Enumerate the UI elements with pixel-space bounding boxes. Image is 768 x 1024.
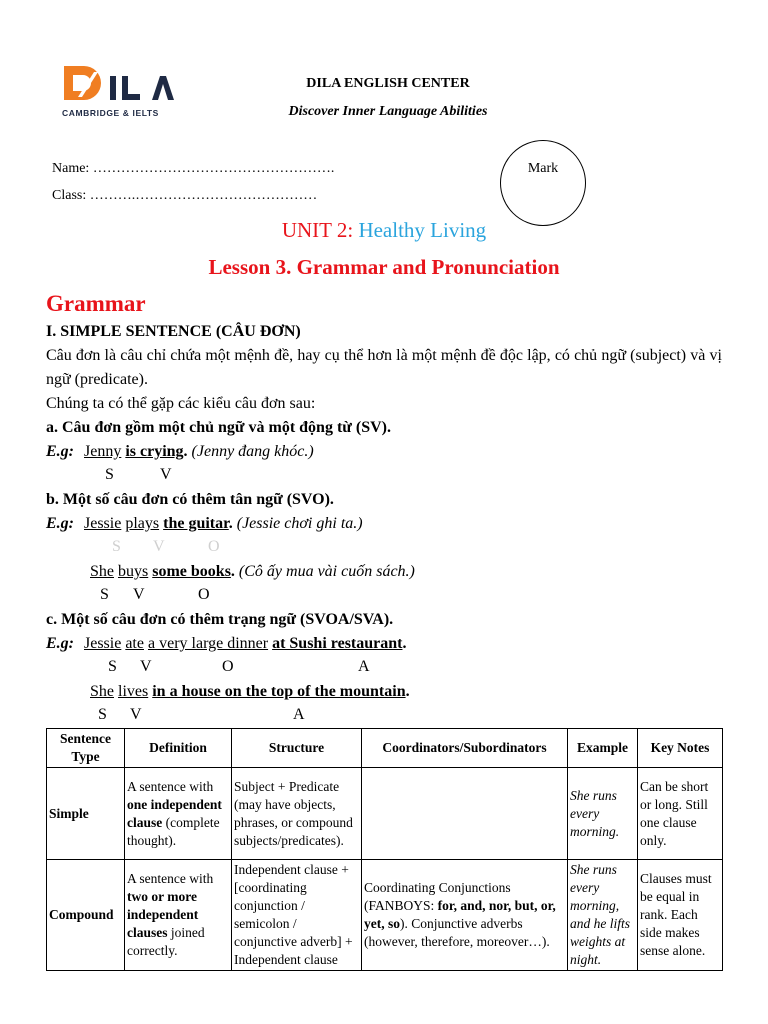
example-c2 [90,680,410,704]
label-s: S [100,586,109,603]
translation: (Jessie chơi ghi ta.) [236,515,363,532]
cell-notes: Clauses must be equal in rank. Each side makes sense alone. [638,860,723,971]
text: (complete thought). [127,814,220,848]
unit-name: Healthy Living [358,218,487,242]
label-s: S [98,706,107,723]
table-row [47,768,723,860]
cell-structure: Subject + Predicate (may have objects, phrases, or compound subjects/predicates). [232,768,362,860]
eg-label: E.g: [46,443,74,460]
period: . [228,515,233,532]
label-o: O [222,658,234,675]
cell-notes: Can be short or long. Still one clause only. [638,768,723,860]
column-header: Coordinators/Subordinators [362,729,568,768]
verb: ate [125,635,144,652]
text: A sentence with [127,778,214,794]
table-header-row [47,729,723,768]
bold-text: for, and, nor, but, or, yet, so [364,898,556,931]
label-v: V [160,466,172,483]
text: Coordinating Conjunctions (FANBOYS: [364,880,511,913]
adverbial: at Sushi restaurant [272,635,403,652]
text: A sentence with [127,871,214,886]
period: . [230,563,235,580]
cell-type: Simple [47,768,125,860]
mark-label: Mark [527,161,559,176]
name-field[interactable]: Name: ……………………………………………. [52,161,335,176]
lesson-title: Lesson 3. Grammar and Pronunciation [208,255,560,279]
object: some books [152,563,231,580]
heading-c: c. Một số câu đơn có thêm trạng ngữ (SVOA/SVA). [46,611,394,628]
part-heading: I. SIMPLE SENTENCE (CÂU ĐƠN) [46,323,301,340]
translation: (Jenny đang khóc.) [191,443,314,460]
subject: She [90,563,114,580]
cell-definition [125,860,232,971]
cell-example: She runs every morning. [568,768,638,860]
cell-coordinators [362,768,568,860]
period: . [183,443,188,460]
cell-type: Compound [47,860,125,971]
mark-box [500,140,586,226]
period: . [405,683,410,700]
adverbial: in a house on the top of the mountain [152,683,406,700]
period: . [402,635,407,652]
subject: Jessie [84,635,122,652]
class-field[interactable]: Class: ……….………………………………… [52,188,318,203]
label-v: V [130,706,142,723]
verb: lives [118,683,149,700]
unit-title [0,218,768,243]
example-b2 [90,560,415,584]
column-header: Structure [232,729,362,768]
text: joined correctly. [127,925,205,958]
object: the guitar [163,515,229,532]
cell-structure: Independent clause + [coordinating conjunction / semicolon / conjunctive adverb] + Independent clause [232,860,362,971]
label-v: V [140,658,152,675]
example-a1 [46,440,314,464]
translation: (Cô ấy mua vài cuốn sách.) [238,563,415,580]
label-s: S [112,538,121,555]
logo-subtitle: CAMBRIDGE & IELTS [62,108,159,118]
intro-line: Chúng ta có thể gặp các kiểu câu đơn sau: [46,395,316,412]
subject: Jenny [84,443,122,460]
subject: She [90,683,114,700]
label-s: S [105,466,114,483]
cell-definition [125,768,232,860]
cell-coordinators [362,860,568,971]
example-b1 [46,512,363,536]
column-header: Example [568,729,638,768]
bold-text: one independent clause [127,796,222,830]
example-c1 [46,632,406,656]
verb: is crying [125,443,184,460]
eg-label: E.g: [46,635,74,652]
column-header: Key Notes [638,729,723,768]
text: ). Conjunctive adverbs (however, therefore, moreover…). [364,916,550,949]
label-o: O [208,538,220,555]
label-o: O [198,586,210,603]
center-name: DILA ENGLISH CENTER [306,76,470,91]
sentence-types-table [46,728,723,971]
label-s: S [108,658,117,675]
column-header: Sentence Type [47,729,125,768]
section-heading: Grammar [46,291,146,316]
label-v: V [153,538,165,555]
intro-paragraph: Câu đơn là câu chỉ chứa một mệnh đề, hay cụ thể hơn là một mệnh đề độc lập, có chủ ngữ (subject) và vị ngữ (predicate). [46,347,722,388]
verb: buys [118,563,149,580]
eg-label: E.g: [46,515,74,532]
bold-text: two or more independent clauses [127,889,199,940]
cell-example: She runs every morning, and he lifts weights at night. [568,860,638,971]
verb: plays [125,515,160,532]
unit-prefix: UNIT 2: [281,218,359,242]
label-a: A [293,706,305,723]
object: a very large dinner [147,635,269,652]
label-v: V [133,586,145,603]
table-row [47,860,723,971]
center-motto: Discover Inner Language Abilities [288,104,488,119]
heading-b: b. Một số câu đơn có thêm tân ngữ (SVO). [46,491,334,508]
label-a: A [358,658,370,675]
subject: Jessie [84,515,122,532]
column-header: Definition [125,729,232,768]
heading-a: a. Câu đơn gồm một chủ ngữ và một động từ (SV). [46,419,391,436]
